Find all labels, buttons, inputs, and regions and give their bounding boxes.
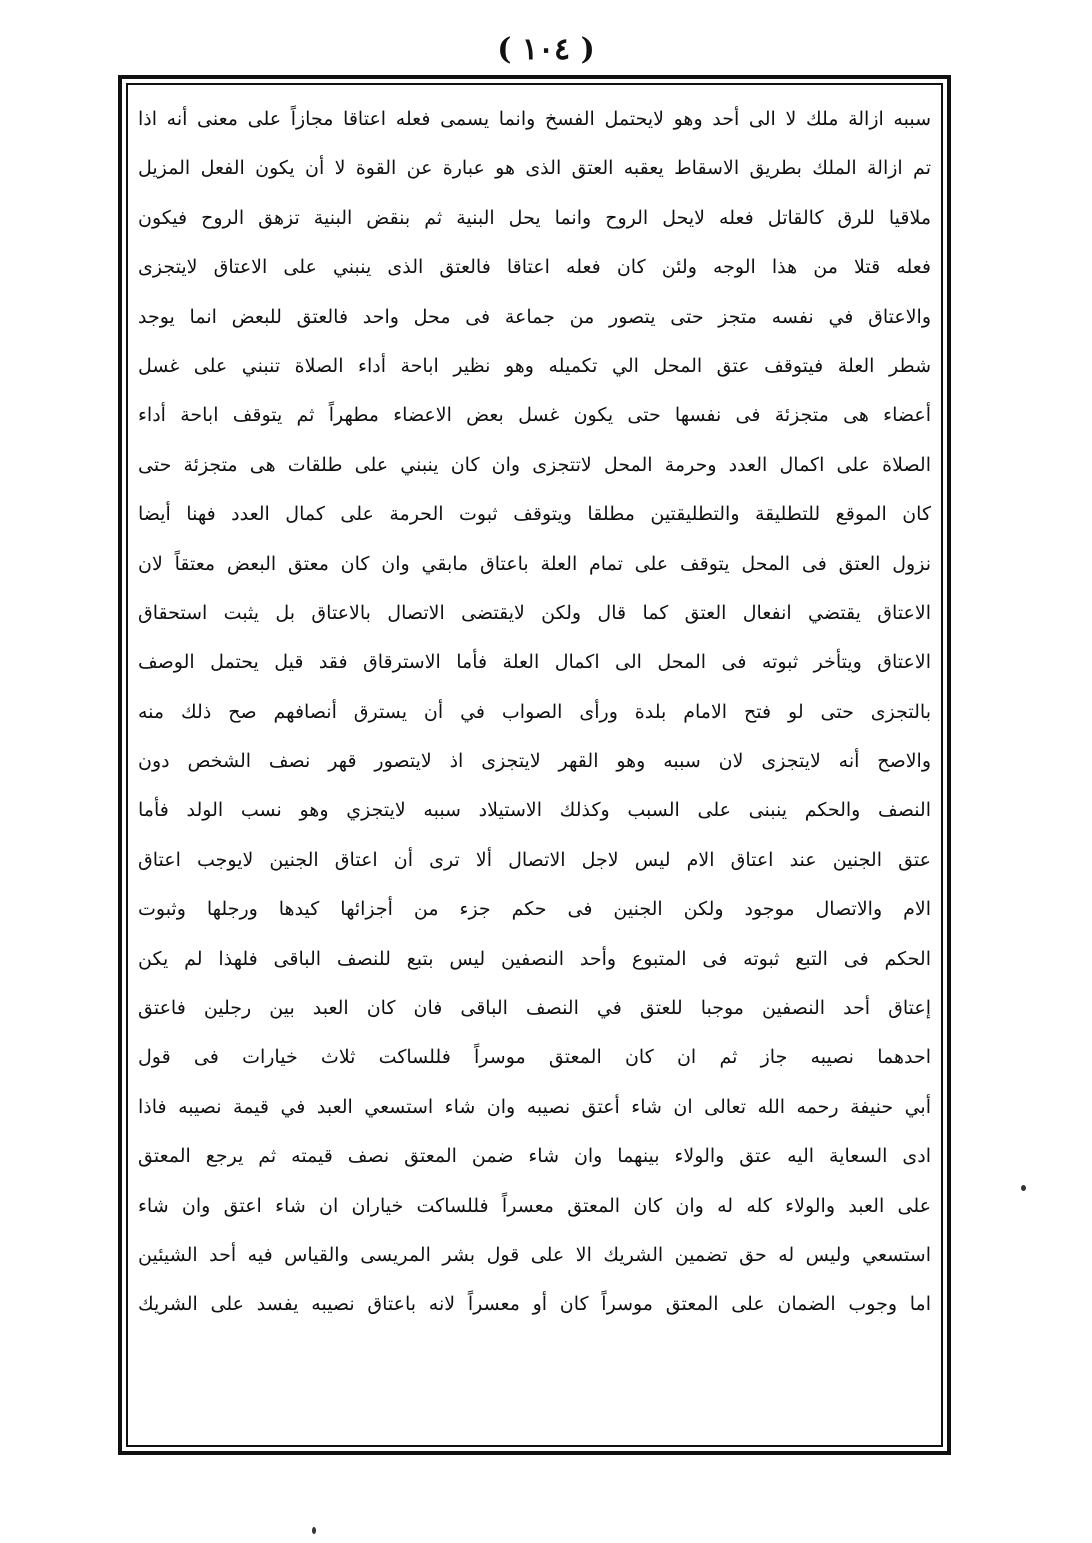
text-line: الصلاة على اكمال العدد وحرمة المحل لاتتجزى وان كان ينبني على طلقات هى متجزئة حتى [138, 453, 931, 476]
text-line: والاعتاق في نفسه متجز حتى يتصور من جماعة فى محل واحد فالعتق للبعض انما يوجد [138, 305, 931, 328]
text-line: ادى السعاية اليه عتق والولاء بينهما وان شاء ضمن المعتق نصف قيمته ثم يرجع المعتق [138, 1145, 931, 1168]
text-line: إعتاق أحد النصفين موجبا للعتق في النصف الباقى فان كان العبد بين رجلين فاعتق [138, 997, 931, 1020]
scan-speck [1021, 1185, 1026, 1191]
text-line: تم ازالة الملك بطريق الاسقاط يعقبه العتق الذى هو عبارة عن القوة لا أن يكون الفعل المزيل [138, 157, 931, 180]
text-line: الاعتاق يقتضي انفعال العتق كما قال ولكن لايقتضى الاتصال بالاعتاق بل يثبت استحقاق [138, 601, 931, 624]
text-line: ملاقيا للرق كالقاتل فعله لايحل الروح وانما يحل البنية ثم بنقض البنية تزهق الروح فيكون [138, 206, 931, 229]
page-number: ( ١٠٤ ) [497, 32, 595, 67]
text-line: استسعي وليس له حق تضمين الشريك الا على قول بشر المريسى والقياس فيه أحد الشيئين [138, 1243, 931, 1266]
text-line: نزول العتق فى المحل يتوقف على تمام العلة باعتاق مابقي وان كان معتق البعض معتقاً لان [138, 552, 931, 575]
text-line: احدهما نصيبه جاز ثم ان كان المعتق موسراً فللساكت ثلاث خيارات فى قول [138, 1046, 931, 1069]
text-line: على العبد والولاء كله له وان كان المعتق معسراً فللساكت خياران ان شاء اعتق وان شاء [138, 1194, 931, 1217]
text-line: سببه ازالة ملك لا الى أحد وهو لايحتمل الفسخ وانما يسمى فعله اعتاقا مجازاً على معنى أنه اذا [138, 108, 931, 130]
text-line: بالتجزى حتى لو فتح الامام بلدة ورأى الصواب في أن يسترق أنصافهم صح ذلك منه [138, 700, 931, 723]
text-line: اما وجوب الضمان على المعتق موسراً كان أو معسراً لانه باعتاق نصيبه يفسد على الشريك [138, 1293, 931, 1316]
text-line: الام والاتصال موجود ولكن الجنين فى حكم جزء من أجزائها كيدها ورجلها وثبوت [138, 898, 931, 921]
text-line: الحكم فى التبع ثبوته فى المتبوع وأحد النصفين ليس بتبع للنصف الباقى فلهذا لم يكن [138, 947, 931, 970]
text-line: شطر العلة فيتوقف عتق المحل الي تكميله وهو نظير اباحة أداء الصلاة تنبني على غسل [138, 354, 931, 377]
text-line: عتق الجنين عند اعتاق الام ليس لاجل الاتصال ألا ترى أن اعتاق الجنين لايوجب اعتاق [138, 848, 931, 871]
text-line: النصف والحكم ينبنى على السبب وكذلك الاستيلاد سببه لايتجزي وهو نسب الولد فأما [138, 799, 931, 822]
body-text [138, 95, 931, 1330]
text-line: كان الموقع للتطليقة والتطليقتين مطلقا ويتوقف ثبوت الحرمة على كمال العدد فهنا أيضا [138, 503, 931, 526]
scan-speck [312, 1527, 316, 1534]
text-line: فعله قتلا من هذا الوجه ولئن كان فعله اعتاقا فالعتق الذى ينبني على الاعتاق لايتجزى [138, 256, 931, 279]
page-frame-inner [126, 83, 943, 1447]
text-line: أعضاء هى متجزئة فى نفسها حتى يكون غسل بعض الاعضاء مطهراً ثم يتوقف اباحة أداء [138, 404, 931, 427]
text-line: أبي حنيفة رحمه الله تعالى ان شاء أعتق نصيبه وان شاء استسعي العبد في قيمة نصيبه فاذا [138, 1095, 931, 1118]
text-line: الاعتاق ويتأخر ثبوته فى المحل الى اكمال العلة فأما الاسترقاق فقد قيل يحتمل الوصف [138, 651, 931, 674]
text-line: والاصح أنه لايتجزى لان سببه وهو القهر لايتجزى اذ لايتصور قهر نصف الشخص دون [138, 750, 931, 773]
